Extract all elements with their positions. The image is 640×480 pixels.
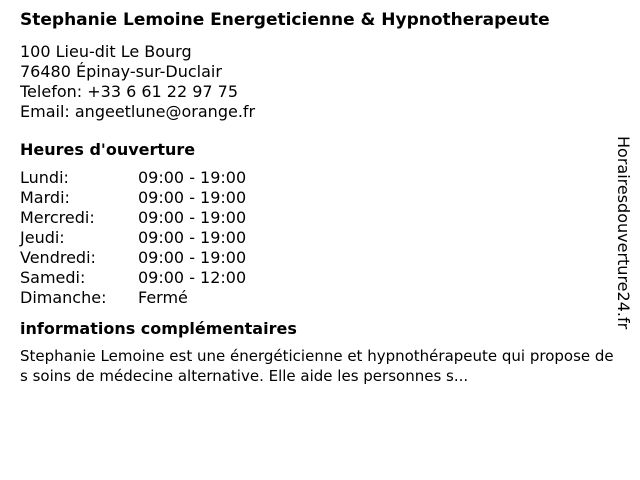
day-label: Dimanche: (20, 288, 107, 307)
time-value: Fermé (138, 288, 188, 307)
hours-row-tuesday (20, 188, 620, 208)
time-value: 09:00 - 12:00 (138, 268, 247, 287)
day-label: Mardi: (20, 188, 70, 207)
day-label: Lundi: (20, 168, 69, 187)
street-address: 100 Lieu-dit Le Bourg (20, 42, 192, 61)
time-value: 09:00 - 19:00 (138, 208, 247, 227)
time-value: 09:00 - 19:00 (138, 228, 247, 247)
business-title: Stephanie Lemoine Energeticienne & Hypnotherapeute (20, 10, 550, 30)
hours-row-monday (20, 168, 620, 188)
address-block (20, 42, 620, 122)
phone-number: Telefon: +33 6 61 22 97 75 (20, 82, 239, 101)
time-value: 09:00 - 19:00 (138, 188, 247, 207)
brand-text: Horairesdouverture24.fr (614, 136, 633, 330)
hours-row-wednesday (20, 208, 620, 228)
city-address: 76480 Épinay-sur-Duclair (20, 62, 222, 81)
brand-watermark (603, 136, 640, 346)
opening-hours-heading: Heures d'ouverture (20, 140, 196, 159)
business-card (20, 10, 620, 386)
hours-row-thursday (20, 228, 620, 248)
day-label: Jeudi: (20, 228, 65, 247)
day-label: Vendredi: (20, 248, 96, 267)
hours-row-sunday (20, 288, 620, 308)
email-address: Email: angeetlune@orange.fr (20, 102, 256, 121)
day-label: Mercredi: (20, 208, 95, 227)
time-value: 09:00 - 19:00 (138, 168, 247, 187)
business-description: Stephanie Lemoine est une énergéticienne et hypnothérapeute qui propose des soins de médecine alternative. Elle aide les personnes s... (20, 347, 614, 385)
time-value: 09:00 - 19:00 (138, 248, 247, 267)
opening-hours-table (20, 168, 620, 308)
hours-row-saturday (20, 268, 620, 288)
additional-info-heading: informations complémentaires (20, 319, 297, 338)
hours-row-friday (20, 248, 620, 268)
day-label: Samedi: (20, 268, 86, 287)
